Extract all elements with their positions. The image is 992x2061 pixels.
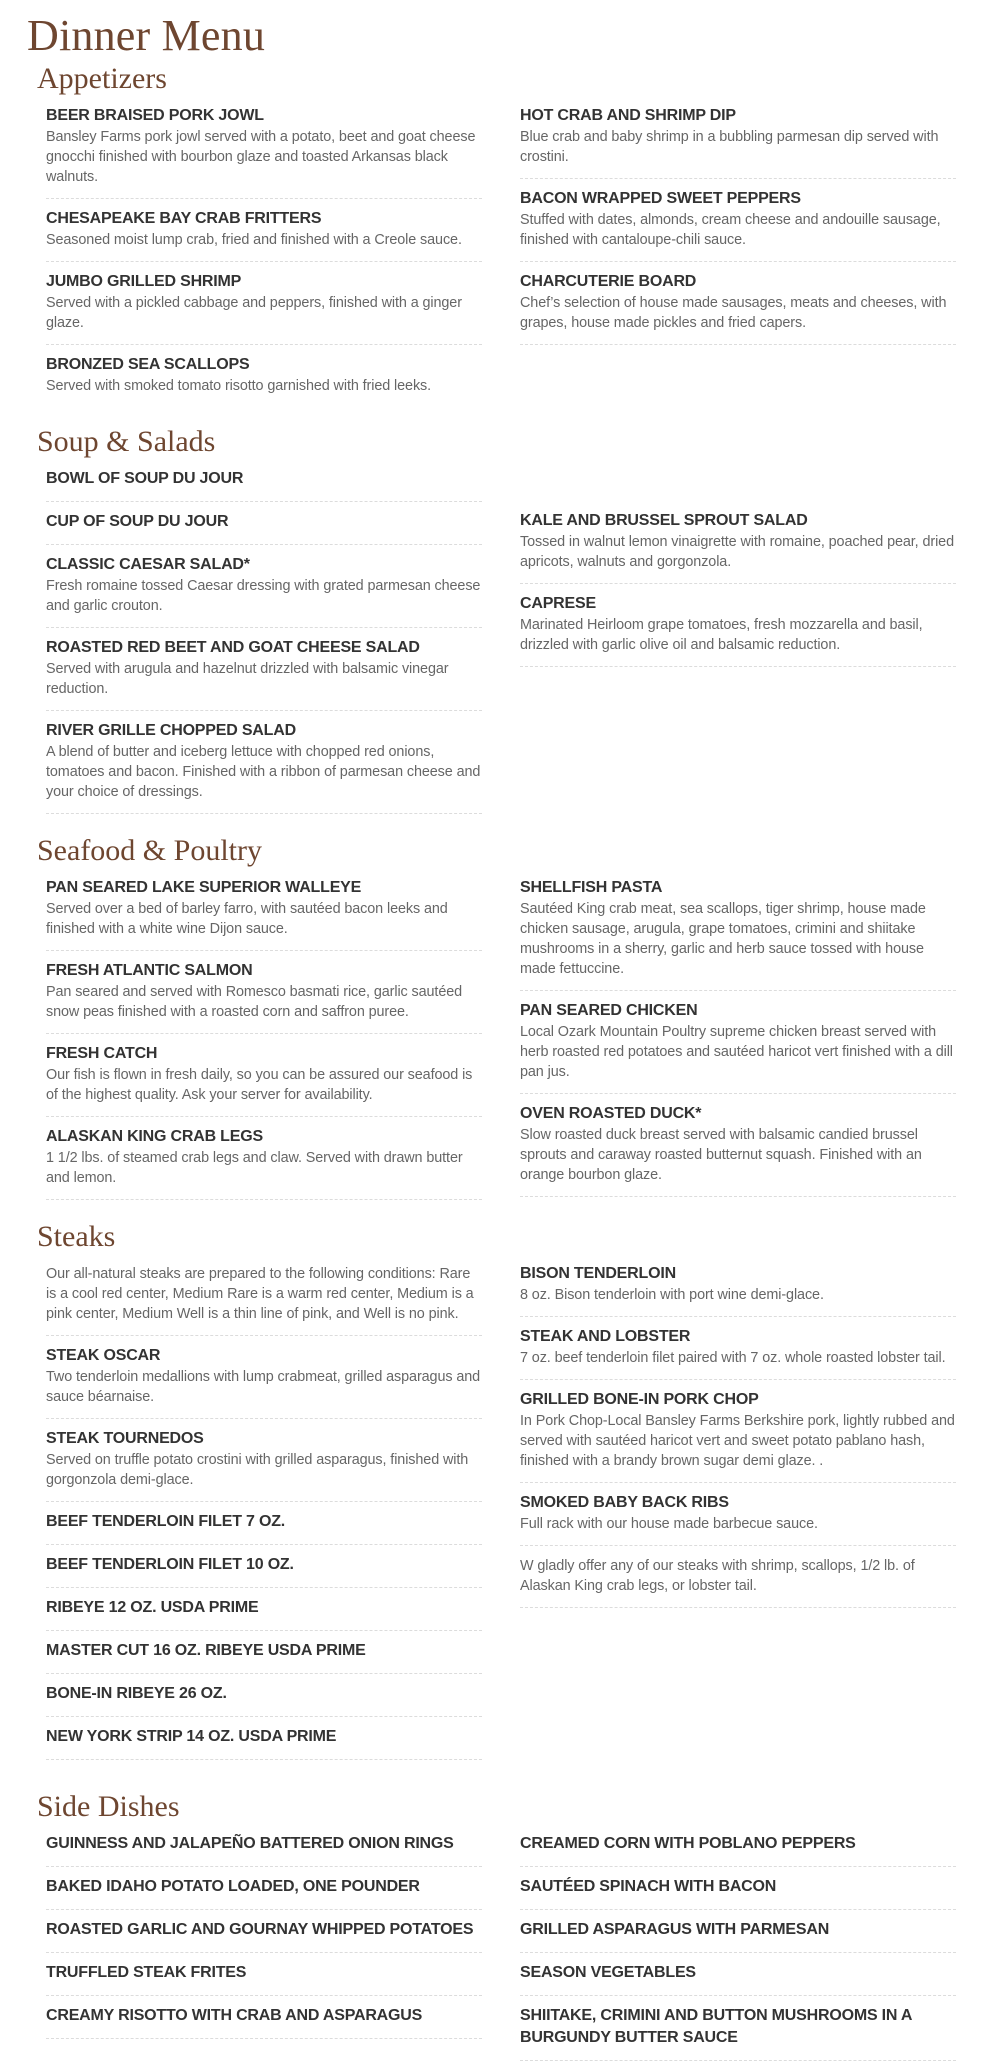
item-description: Chef’s selection of house made sausages, meats and cheeses, with grapes, house made pickles and fried capers. [520,295,947,331]
menu-column-right [520,96,956,407]
item-name: HOT CRAB AND SHRIMP DIP [520,107,736,124]
item-description: Bansley Farms pork jowl served with a potato, beet and goat cheese gnocchi finished with bourbon glaze and toasted Arkansas black walnuts. [46,129,476,185]
steaks-addon-note [520,1546,956,1608]
item-description: Sautéed King crab meat, sea scallops, tiger shrimp, house made chicken sausage, arugula, grape tomatoes, crimini and shiitake mushrooms in a sherry, garlic and herb sauce tossed with house made fettuccine. [520,901,926,977]
item-description: 1 1/2 lbs. of steamed crab legs and claw. Served with drawn butter and lemon. [46,1150,463,1186]
menu-item [46,951,482,1034]
section-heading: Soup & Salads [37,425,216,458]
menu-item [520,584,956,667]
menu-columns [46,96,992,407]
menu-item [520,1867,956,1910]
menu-item [520,96,956,179]
menu-item [46,1117,482,1200]
item-description: Served on truffle potato crostini with grilled asparagus, finished with gorgonzola demi-glace. [46,1452,469,1488]
item-name: BOWL OF SOUP DU JOUR [46,470,244,487]
menu-item [46,1953,482,1996]
item-name: SHIITAKE, CRIMINI AND BUTTON MUSHROOMS IN A BURGUNDY BUTTER SAUCE [520,2007,912,2046]
menu-item [520,1824,956,1867]
menu-item [46,1631,482,1674]
item-name: MASTER CUT 16 OZ. RIBEYE USDA PRIME [46,1642,366,1659]
item-name: BAKED IDAHO POTATO LOADED, ONE POUNDER [46,1878,420,1895]
item-name: GUINNESS AND JALAPEÑO BATTERED ONION RINGS [46,1835,454,1852]
item-description: Our fish is flown in fresh daily, so you can be assured our seafood is of the highest quality. Ask your server for availability. [46,1067,473,1103]
item-name: TRUFFLED STEAK FRITES [46,1964,247,1981]
item-name: CUP OF SOUP DU JOUR [46,513,229,530]
item-name: CHESAPEAKE BAY CRAB FRITTERS [46,210,322,227]
item-name: RIBEYE 12 OZ. USDA PRIME [46,1599,259,1616]
steaks-intro-note [46,1254,482,1336]
item-name: NEW YORK STRIP 14 OZ. USDA PRIME [46,1728,337,1745]
menu-columns [46,1254,992,1760]
menu-item [46,1867,482,1910]
menu-item [46,1545,482,1588]
menu-columns [46,1824,992,2061]
menu-item [46,459,482,502]
menu-item [46,1910,482,1953]
menu-item [46,1996,482,2039]
section-heading: Steaks [37,1220,116,1253]
item-name: BRONZED SEA SCALLOPS [46,356,250,373]
item-name: SEASON VEGETABLES [520,1964,696,1981]
menu-item [46,1502,482,1545]
menu-item [520,1094,956,1197]
item-name: STEAK OSCAR [46,1347,161,1364]
menu-column-right [520,459,956,814]
menu-item [46,628,482,711]
item-name: PAN SEARED LAKE SUPERIOR WALLEYE [46,879,362,896]
item-description: Full rack with our house made barbecue sauce. [520,1516,818,1532]
item-name: ROASTED GARLIC AND GOURNAY WHIPPED POTATOES [46,1921,474,1938]
item-description: Pan seared and served with Romesco basmati rice, garlic sautéed snow peas finished with a roasted corn and saffron puree. [46,984,463,1020]
menu-column-left [46,96,482,407]
page-title: Dinner Menu [27,11,266,60]
item-name: CLASSIC CAESAR SALAD* [46,556,250,573]
menu-column-left [46,1824,482,2061]
item-description: A blend of butter and iceberg lettuce with chopped red onions, tomatoes and bacon. Finished with a ribbon of parmesan cheese and your choice of dressings. [46,744,481,800]
item-name: BEER BRAISED PORK JOWL [46,107,264,124]
item-description: Seasoned moist lump crab, fried and finished with a Creole sauce. [46,232,462,248]
item-description: In Pork Chop-Local Bansley Farms Berkshire pork, lightly rubbed and served with sautéed haricot vert and sweet potato pablano hash, finished with a brandy brown sugar demi glaze. . [520,1413,955,1469]
section-seafood-poultry [0,834,992,1200]
menu-item [520,1483,956,1546]
item-name: BONE-IN RIBEYE 26 OZ. [46,1685,227,1702]
menu-item [46,345,482,407]
item-description: Served with arugula and hazelnut drizzled with balsamic vinegar reduction. [46,661,449,697]
menu-item [520,1996,956,2061]
menu-item [46,545,482,628]
item-description: W gladly offer any of our steaks with shrimp, scallops, 1/2 lb. of Alaskan King crab legs, or lobster tail. [520,1558,915,1594]
menu-item [46,502,482,545]
menu-columns [46,868,992,1200]
item-name: KALE AND BRUSSEL SPROUT SALAD [520,512,808,529]
section-heading: Seafood & Poultry [37,834,262,867]
item-description: Fresh romaine tossed Caesar dressing with grated parmesan cheese and garlic crouton. [46,578,481,614]
item-name: JUMBO GRILLED SHRIMP [46,273,242,290]
item-name: RIVER GRILLE CHOPPED SALAD [46,722,296,739]
section-heading: Appetizers [37,62,167,95]
item-name: BISON TENDERLOIN [520,1265,676,1282]
menu-item [46,96,482,199]
section-steaks [0,1220,992,1760]
item-description: Served over a bed of barley farro, with sautéed bacon leeks and finished with a white wine Dijon sauce. [46,901,448,937]
item-description: 7 oz. beef tenderloin filet paired with 7 oz. whole roasted lobster tail. [520,1350,946,1366]
item-description: Our all-natural steaks are prepared to the following conditions: Rare is a cool red center, Medium Rare is a warm red center, Medium is a pink center, Medium Well is a thin line of pink, and Well is no pink. [46,1266,474,1322]
item-name: SAUTÉED SPINACH WITH BACON [520,1878,777,1895]
item-name: CAPRESE [520,595,596,612]
item-name: BEEF TENDERLOIN FILET 7 OZ. [46,1513,286,1530]
menu-item [520,1317,956,1380]
section-soup-salads [0,425,992,814]
menu-column-right [520,1824,956,2061]
item-description: Stuffed with dates, almonds, cream cheese and andouille sausage, finished with cantaloupe-chili sauce. [520,212,941,248]
item-description: Served with smoked tomato risotto garnished with fried leeks. [46,378,432,394]
item-description: Slow roasted duck breast served with balsamic candied brussel sprouts and caraway roasted butternut squash. Finished with an orange bourbon glaze. [520,1127,922,1183]
menu-column-left [46,459,482,814]
item-name: FRESH CATCH [46,1045,158,1062]
menu-item [46,1034,482,1117]
menu-item [46,1588,482,1631]
item-description: Two tenderloin medallions with lump crabmeat, grilled asparagus and sauce béarnaise. [46,1369,481,1405]
item-name: GRILLED BONE-IN PORK CHOP [520,1391,759,1408]
menu-item [520,1953,956,1996]
menu-item [46,1824,482,1867]
menu-item [46,1336,482,1419]
item-name: SHELLFISH PASTA [520,879,663,896]
menu-column-right [520,868,956,1200]
item-name: STEAK AND LOBSTER [520,1328,691,1345]
menu-item [46,711,482,814]
section-side-dishes [0,1790,992,2061]
item-name: CREAMY RISOTTO WITH CRAB AND ASPARAGUS [46,2007,423,2024]
menu-item [46,262,482,345]
item-name: GRILLED ASPARAGUS WITH PARMESAN [520,1921,830,1938]
menu-item [46,199,482,262]
menu-columns [46,459,992,814]
item-name: CREAMED CORN WITH POBLANO PEPPERS [520,1835,856,1852]
section-appetizers [0,62,992,407]
item-name: BEEF TENDERLOIN FILET 10 OZ. [46,1556,294,1573]
menu-item [520,1910,956,1953]
menu-column-right [520,1254,956,1760]
menu-item [520,868,956,991]
menu-item [520,991,956,1094]
item-description: Marinated Heirloom grape tomatoes, fresh mozzarella and basil, drizzled with garlic olive oil and balsamic reduction. [520,617,923,653]
item-description: Tossed in walnut lemon vinaigrette with romaine, poached pear, dried apricots, walnuts and gorgonzola. [520,534,954,570]
menu-item [520,262,956,345]
item-name: ROASTED RED BEET AND GOAT CHEESE SALAD [46,639,420,656]
item-name: OVEN ROASTED DUCK* [520,1105,702,1122]
menu-item [520,1380,956,1483]
menu-item [46,868,482,951]
menu-item [46,1419,482,1502]
item-name: STEAK TOURNEDOS [46,1430,204,1447]
item-name: FRESH ATLANTIC SALMON [46,962,253,979]
item-description: Served with a pickled cabbage and peppers, finished with a ginger glaze. [46,295,462,331]
item-name: BACON WRAPPED SWEET PEPPERS [520,190,801,207]
item-description: 8 oz. Bison tenderloin with port wine demi-glace. [520,1287,824,1303]
item-name: SMOKED BABY BACK RIBS [520,1494,729,1511]
menu-item [520,179,956,262]
column-spacer [520,459,956,501]
menu-item [46,1674,482,1717]
menu-item [520,501,956,584]
item-name: PAN SEARED CHICKEN [520,1002,698,1019]
menu-item [520,1254,956,1317]
section-heading: Side Dishes [37,1790,180,1823]
item-description: Blue crab and baby shrimp in a bubbling parmesan dip served with crostini. [520,129,939,165]
item-name: ALASKAN KING CRAB LEGS [46,1128,263,1145]
item-name: CHARCUTERIE BOARD [520,273,697,290]
menu-item [46,1717,482,1760]
menu-column-left [46,868,482,1200]
menu-column-left [46,1254,482,1760]
item-description: Local Ozark Mountain Poultry supreme chicken breast served with herb roasted red potatoes and sautéed haricot vert finished with a dill pan jus. [520,1024,953,1080]
